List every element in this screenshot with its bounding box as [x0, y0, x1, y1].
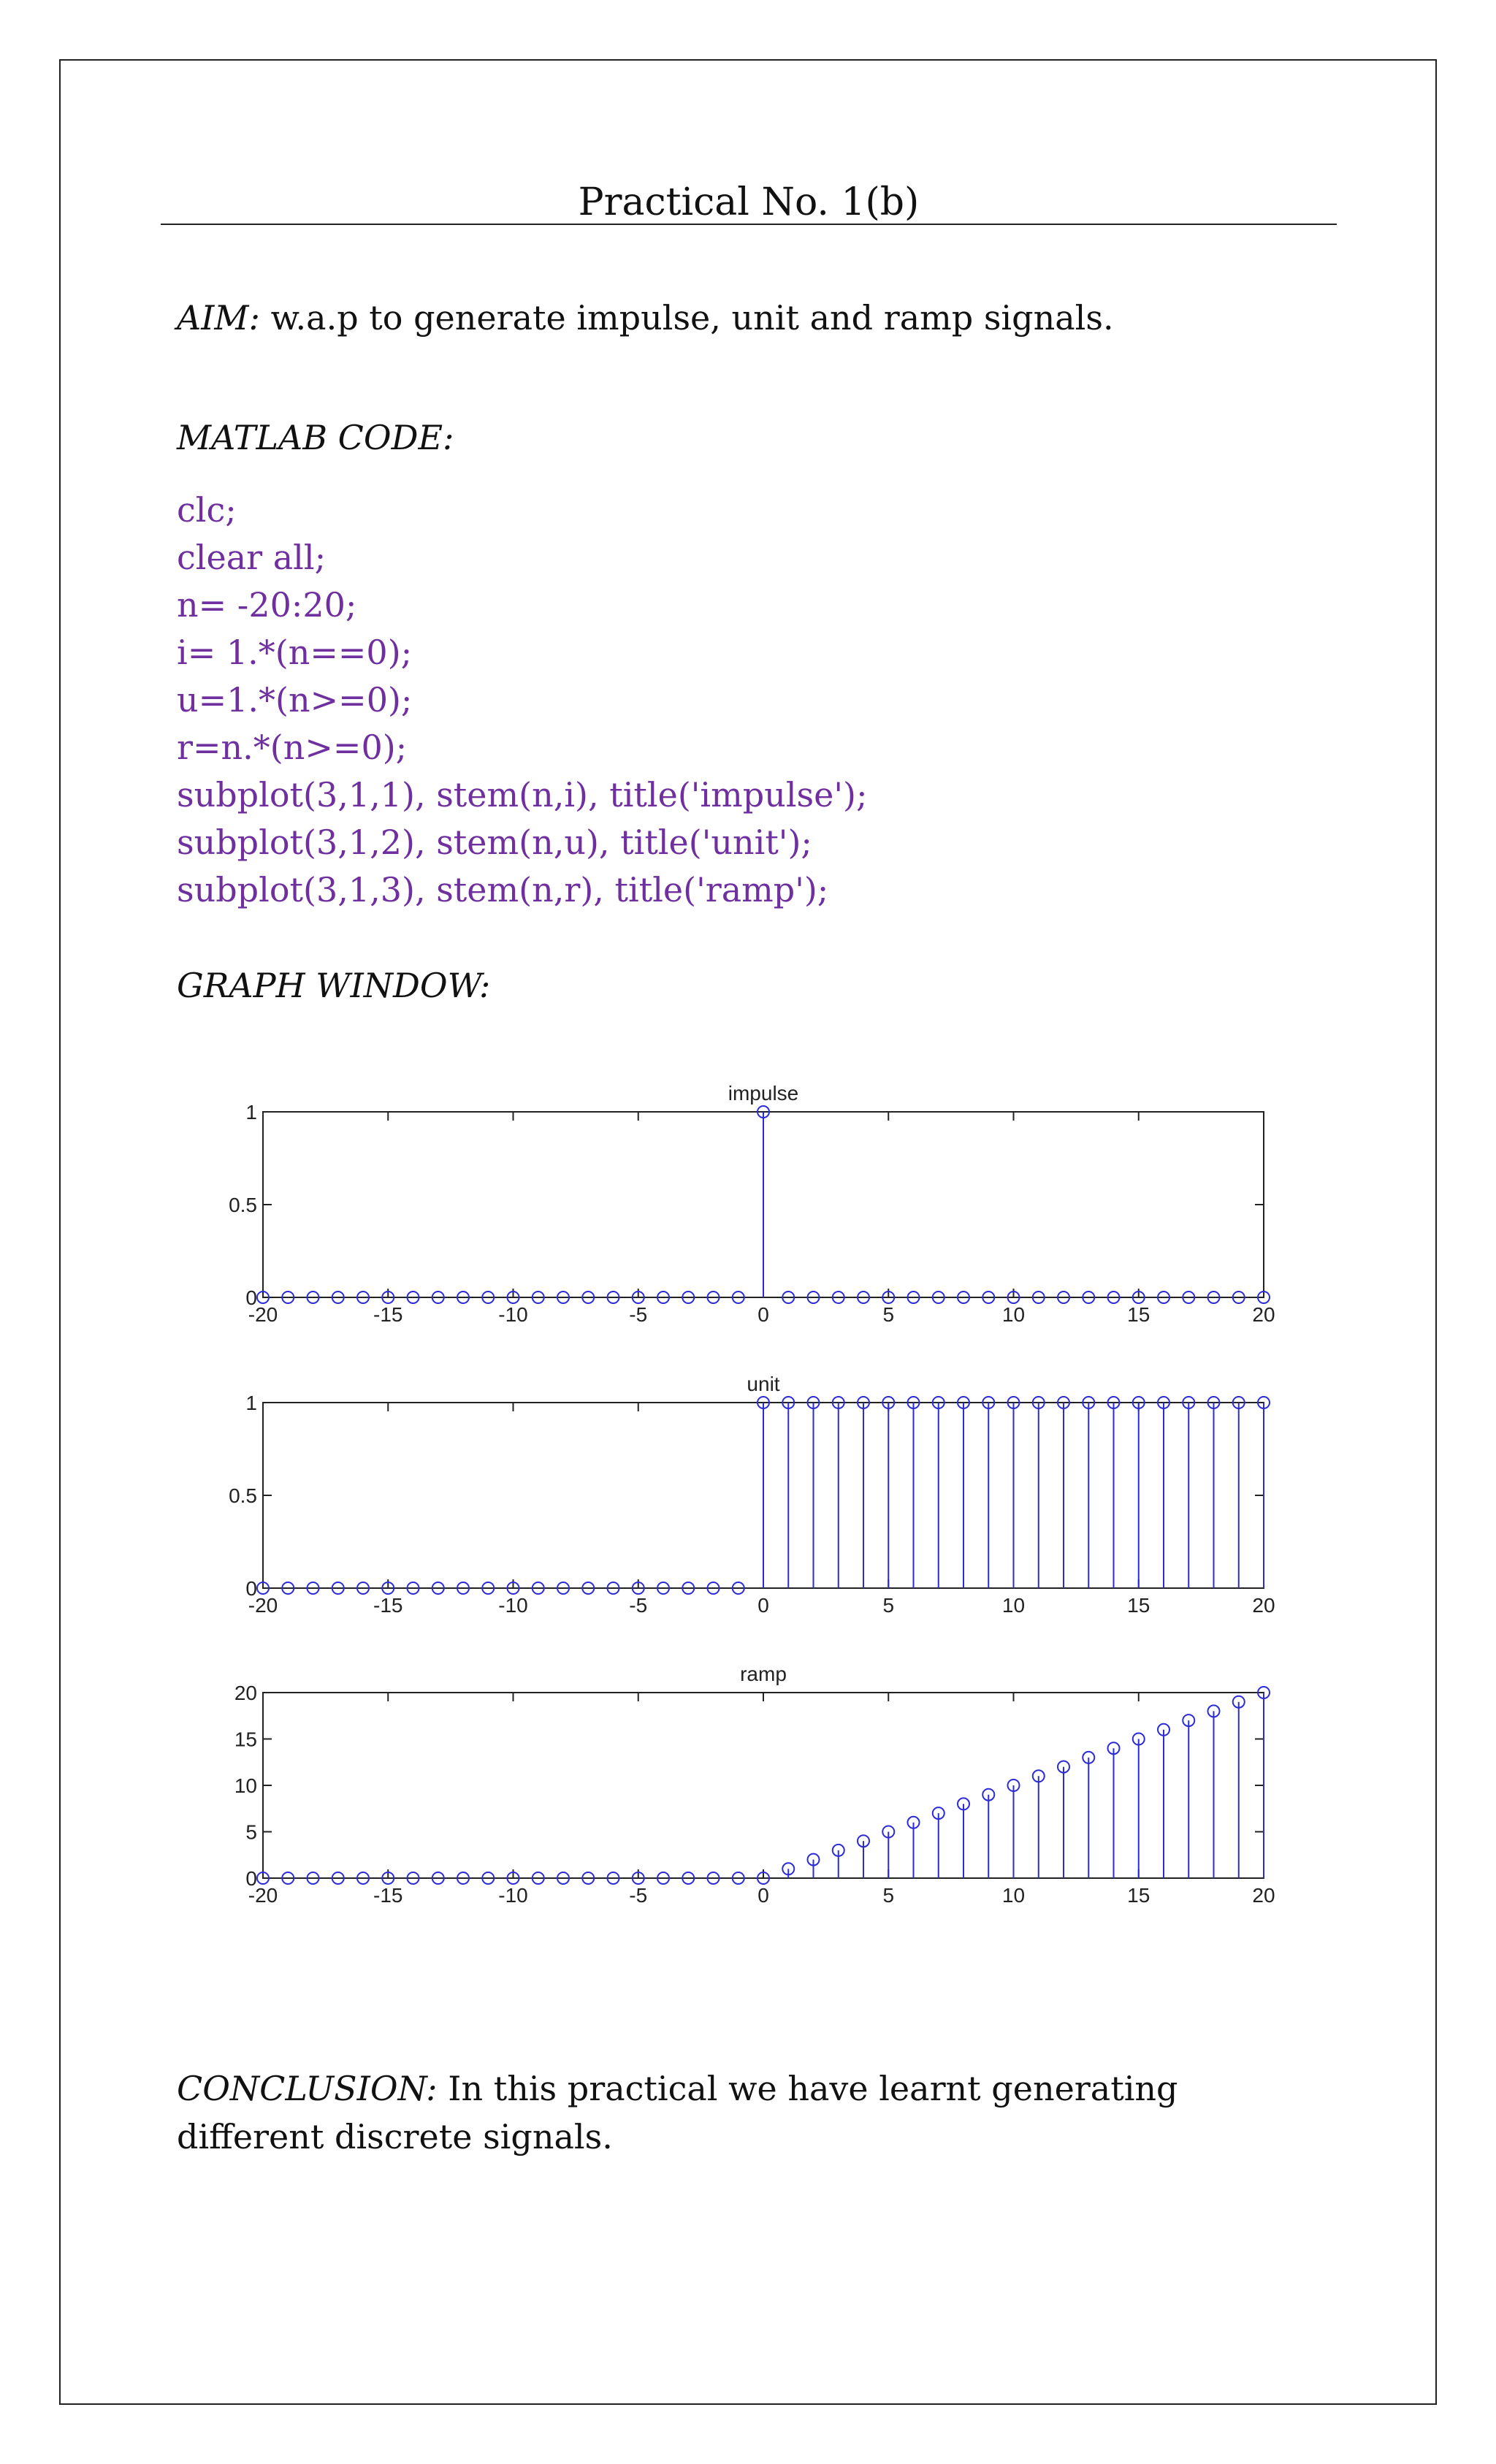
- code-line: u=1.*(n>=0);: [177, 680, 413, 720]
- x-tick-label: -10: [498, 1594, 528, 1617]
- x-tick-label: 5: [882, 1303, 895, 1326]
- graph-window: [190, 1067, 1315, 1943]
- x-tick-label: -15: [373, 1594, 403, 1617]
- conclusion-text: In this practical we have learnt generating different discrete signals.: [177, 2069, 1178, 2156]
- graph-heading: GRAPH WINDOW:: [177, 966, 491, 1005]
- subplot-title: unit: [747, 1373, 780, 1395]
- code-line: r=n.*(n>=0);: [177, 728, 408, 767]
- x-tick-label: -5: [629, 1884, 648, 1907]
- x-tick-label: -15: [373, 1303, 403, 1326]
- code-heading: MATLAB CODE:: [177, 418, 454, 457]
- x-tick-label: -20: [248, 1594, 278, 1617]
- x-tick-label: -5: [629, 1594, 648, 1617]
- x-tick-label: 15: [1127, 1884, 1150, 1907]
- x-tick-label: -10: [498, 1303, 528, 1326]
- x-tick-label: 10: [1001, 1884, 1026, 1907]
- subplot-title: ramp: [740, 1663, 787, 1685]
- code-line: subplot(3,1,2), stem(n,u), title('unit');: [177, 823, 812, 862]
- y-tick-label: 0.5: [229, 1194, 257, 1216]
- code-line: clear all;: [177, 538, 327, 577]
- x-tick-label: 10: [1001, 1303, 1026, 1326]
- x-tick-label: -10: [498, 1884, 528, 1907]
- aim-label: AIM:: [177, 298, 260, 337]
- subplot-title: impulse: [728, 1082, 799, 1105]
- conclusion-label: CONCLUSION:: [177, 2069, 438, 2108]
- x-tick-label: 0: [757, 1884, 769, 1907]
- code-line: n= -20:20;: [177, 585, 357, 625]
- y-tick-label: 15: [234, 1728, 257, 1751]
- x-tick-label: 0: [757, 1594, 769, 1617]
- x-tick-label: -20: [248, 1303, 278, 1326]
- x-tick-label: 5: [882, 1884, 895, 1907]
- x-tick-label: 15: [1127, 1303, 1150, 1326]
- code-line: clc;: [177, 490, 237, 530]
- y-tick-label: 0: [245, 1867, 257, 1890]
- x-tick-label: -5: [629, 1303, 648, 1326]
- y-tick-label: 5: [245, 1820, 257, 1844]
- x-tick-label: 20: [1252, 1884, 1275, 1907]
- aim-text: w.a.p to generate impulse, unit and ramp signals.: [260, 298, 1114, 337]
- page-title: Practical No. 1(b): [578, 180, 920, 224]
- y-tick-label: 0: [245, 1286, 257, 1309]
- x-tick-label: 15: [1127, 1594, 1150, 1617]
- y-tick-label: 0.5: [229, 1484, 257, 1507]
- code-line: i= 1.*(n==0);: [177, 633, 413, 672]
- y-tick-label: 1: [245, 1392, 257, 1414]
- aim-paragraph: [177, 294, 1114, 342]
- y-tick-label: 0: [245, 1577, 257, 1600]
- y-tick-label: 20: [234, 1682, 257, 1704]
- conclusion-paragraph: [177, 2064, 1316, 2161]
- code-line: subplot(3,1,3), stem(n,r), title('ramp');: [177, 870, 829, 909]
- x-tick-label: 10: [1001, 1594, 1026, 1617]
- x-tick-label: -20: [248, 1884, 278, 1907]
- y-tick-label: 1: [245, 1101, 257, 1124]
- x-tick-label: 20: [1252, 1594, 1275, 1617]
- x-tick-label: -15: [373, 1884, 403, 1907]
- x-tick-label: 5: [882, 1594, 895, 1617]
- title-underline: [161, 224, 1337, 225]
- x-tick-label: 0: [757, 1303, 769, 1326]
- code-line: subplot(3,1,1), stem(n,i), title('impulse');: [177, 775, 868, 815]
- matlab-code-block: [177, 487, 867, 914]
- y-tick-label: 10: [234, 1774, 257, 1797]
- x-tick-label: 20: [1252, 1303, 1275, 1326]
